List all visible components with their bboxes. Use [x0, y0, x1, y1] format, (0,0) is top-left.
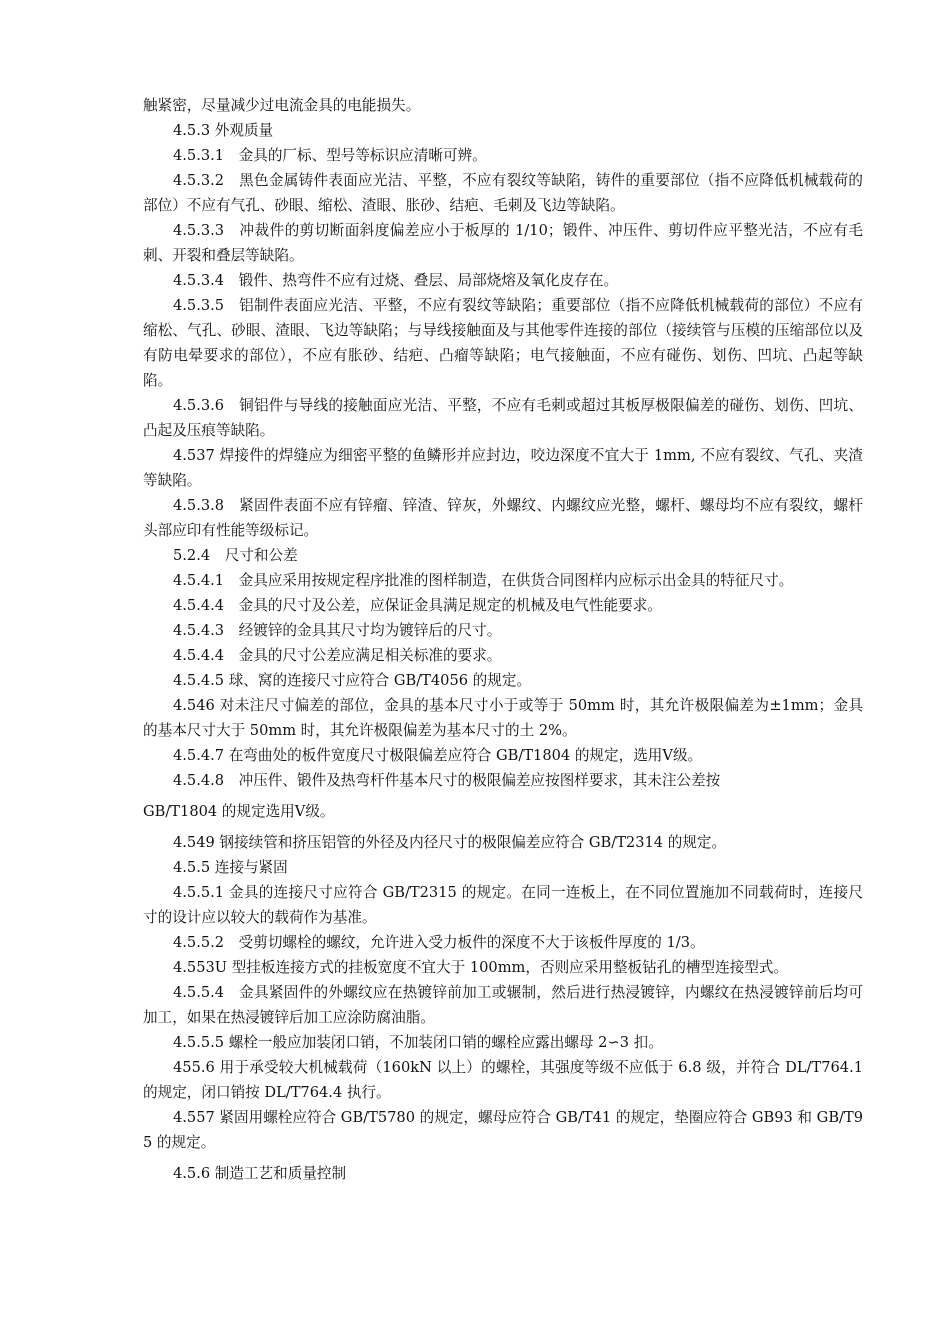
paragraph-4-5-5-5: 4.5.5.5 螺栓一般应加装闭口销，不加装闭口销的螺栓应露出螺母 2∽3 扣。: [173, 1034, 663, 1051]
paragraph-4-5-5-2: 4.5.5.2 受剪切螺栓的螺纹，允许进入受力板件的深度不大于该板件厚度的 1/3。: [173, 934, 705, 951]
section-heading-4-5-6: 4.5.6 制造工艺和质量控制: [173, 1165, 347, 1182]
paragraph-4-5-3-7: 4.537 焊接件的焊缝应为细密平整的鱼鳞形并应封边，咬边深度不宜大于 1mm, 不应有裂纹、气孔、夹渣等缺陷。: [143, 447, 863, 489]
paragraph-4-5-4-6: 4.546 对未注尺寸偏差的部位，金具的基本尺寸小于或等于 50mm 时，其允许极限偏差为±1mm；金具的基本尺寸大于 50mm 时，其允许极限偏差为基本尺寸的土 2%。: [143, 697, 863, 739]
paragraph-0: 触紧密，尽量减少过电流金具的电能损失。: [143, 97, 421, 114]
paragraph-4-5-4-5: 4.5.4.5 球、窝的连接尺寸应符合 GB/T4056 的规定。: [173, 672, 532, 689]
paragraph-4-5-4-9: 4.549 钢接续管和挤压铝管的外径及内径尺寸的极限偏差应符合 GB/T2314 的规定。: [173, 834, 727, 851]
paragraph-4-5-5-1: 4.5.5.1 金具的连接尺寸应符合 GB/T2315 的规定。在同一连板上，在不同位置施加不同载荷时，连接尺寸的设计应以较大的载荷作为基准。: [143, 884, 863, 926]
paragraph-4-5-3-2: 4.5.3.2 黑色金属铸件表面应光洁、平整，不应有裂纹等缺陷，铸件的重要部位（指不应降低机械载荷的部位）不应有气孔、砂眼、缩松、渣眼、胀砂、结疤、毛刺及飞边等缺陷。: [143, 172, 863, 214]
paragraph-4-5-4-1: 4.5.4.1 金具应采用按规定程序批准的图样制造，在供货合同图样内应标示出金具的特征尺寸。: [173, 572, 794, 589]
paragraph-4-5-4-7: 4.5.4.7 在弯曲处的板件宽度尺寸极限偏差应符合 GB/T1804 的规定，选用Ⅴ级。: [173, 747, 703, 764]
paragraph-4-5-4-3: 4.5.4.3 经镀锌的金具其尺寸均为镀锌后的尺寸。: [173, 622, 502, 639]
document-body: [143, 93, 863, 1186]
paragraph-4-5-5-3: 4.553U 型挂板连接方式的挂板宽度不宜大于 100mm，否则应采用整板钻孔的槽型连接型式。: [173, 959, 789, 976]
section-heading-4-5-3: 4.5.3 外观质量: [173, 122, 274, 139]
paragraph-4-5-3-6: 4.5.3.6 铜铝件与导线的接触面应光洁、平整，不应有毛刺或超过其板厚极限偏差的碰伤、划伤、凹坑、凸起及压痕等缺陷。: [143, 397, 863, 439]
paragraph-4-5-3-4: 4.5.3.4 锻件、热弯件不应有过烧、叠层、局部烧熔及氧化皮存在。: [173, 272, 619, 289]
section-heading-5-2-4: 5.2.4 尺寸和公差: [173, 547, 298, 564]
paragraph-4-5-3-3: 4.5.3.3 冲裁件的剪切断面斜度偏差应小于板厚的 1/10；锻件、冲压件、剪切件应平整光洁，不应有毛刺、开裂和叠层等缺陷。: [143, 222, 863, 264]
section-heading-4-5-5: 4.5.5 连接与紧固: [173, 859, 288, 876]
paragraph-4-5-4-8-continued: GB/T1804 的规定选用Ⅴ级。: [143, 803, 335, 820]
paragraph-4-5-4-8: 4.5.4.8 冲压件、锻件及热弯杆件基本尺寸的极限偏差应按图样要求，其未注公差按: [173, 772, 721, 789]
paragraph-4-5-3-5: 4.5.3.5 铝制件表面应光洁、平整，不应有裂纹等缺陷；重要部位（指不应降低机械载荷的部位）不应有缩松、气孔、砂眼、渣眼、飞边等缺陷；与导线接触面及与其他零件连接的部位（接续管与压模的压缩部位以及有防电晕要求的部位），不应有胀砂、结疤、凸瘤等缺陷；电气接触面，不应有碰伤、划伤、凹坑、凸起等缺陷。: [143, 297, 863, 389]
paragraph-4-5-4-4b: 4.5.4.4 金具的尺寸公差应满足相关标准的要求。: [173, 647, 502, 664]
paragraph-4-5-5-7: 4.557 紧固用螺栓应符合 GB/T5780 的规定，螺母应符合 GB/T41 的规定，垫圈应符合 GB93 和 GB/T95 的规定。: [143, 1109, 863, 1151]
paragraph-4-5-5-6: 455.6 用于承受较大机械载荷（160kN 以上）的螺栓，其强度等级不应低于 6.8 级，并符合 DL/T764.1 的规定，闭口销按 DL/T764.4 执行。: [143, 1059, 863, 1101]
paragraph-4-5-3-8: 4.5.3.8 紧固件表面不应有锌瘤、锌渣、锌灰，外螺纹、内螺纹应光整，螺杆、螺母均不应有裂纹，螺杆头部应印有性能等级标记。: [143, 497, 863, 539]
paragraph-4-5-4-4a: 4.5.4.4 金具的尺寸及公差，应保证金具满足规定的机械及电气性能要求。: [173, 597, 662, 614]
paragraph-4-5-3-1: 4.5.3.1 金具的厂标、型号等标识应清晰可辨。: [173, 147, 487, 164]
paragraph-4-5-5-4: 4.5.5.4 金具紧固件的外螺纹应在热镀锌前加工或辗制，然后进行热浸镀锌，内螺纹在热浸镀锌前后均可加工，如果在热浸镀锌后加工应涂防腐油脂。: [143, 984, 863, 1026]
